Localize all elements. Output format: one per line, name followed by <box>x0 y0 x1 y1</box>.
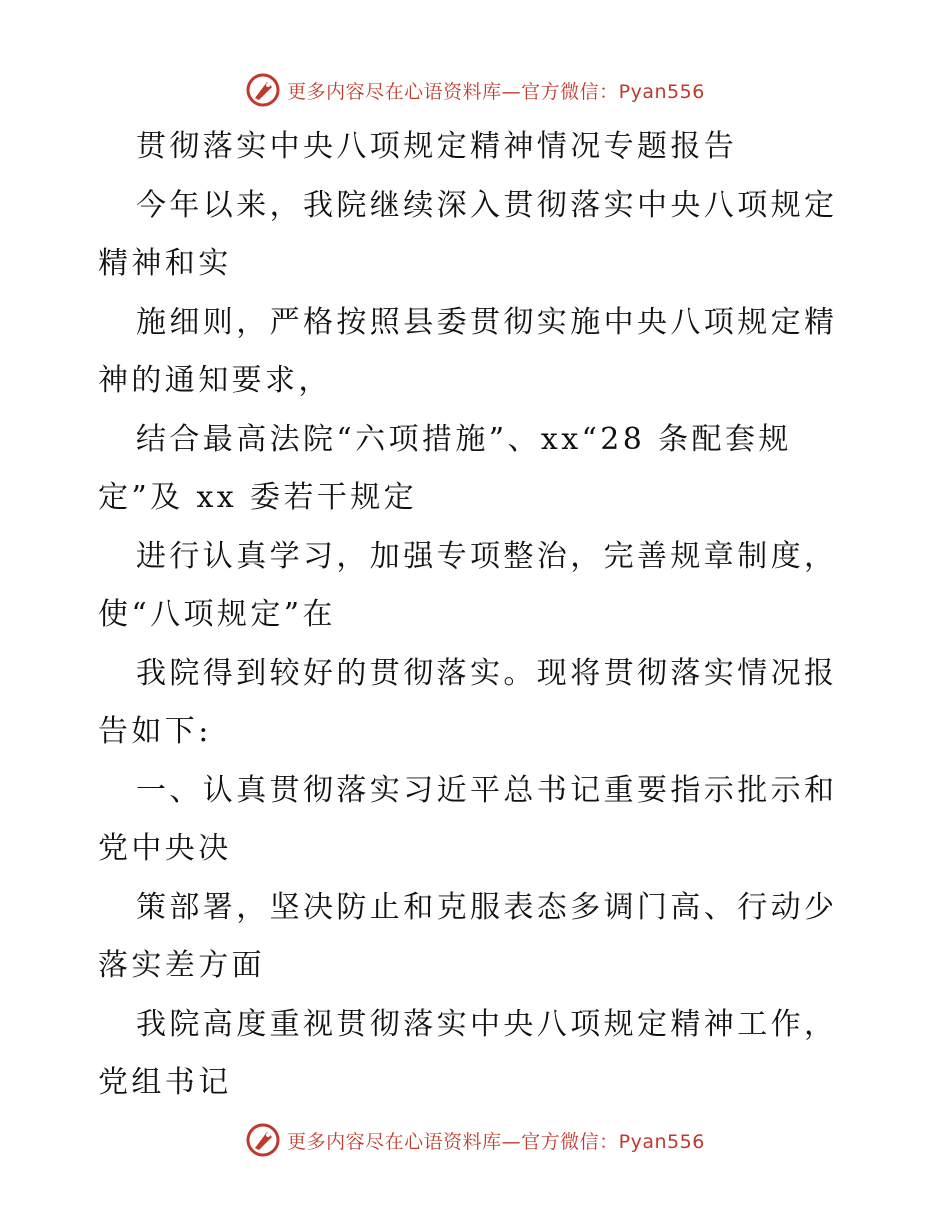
watermark-text: 更多内容尽在心语资料库—官方微信：Pyan556 <box>287 1130 705 1153</box>
paragraph-line: 我院高度重视贯彻落实中央八项规定精神工作， <box>136 1006 838 1042</box>
paragraph-line: 精神和实 <box>98 246 232 281</box>
paragraph-line: 我院得到较好的贯彻落实。现将贯彻落实情况报 <box>136 655 838 691</box>
paragraph-line: 结合最高法院“六项措施”、xx“28 条配套规 <box>136 421 792 457</box>
paragraph-line: 告如下: <box>98 714 212 749</box>
document-title: 贯彻落实中央八项规定精神情况专题报告 <box>136 129 738 164</box>
section-heading-line: 党中央决 <box>98 831 232 866</box>
paragraph-line: 神的通知要求， <box>98 363 332 398</box>
section-heading-line: 一、认真贯彻落实习近平总书记重要指示批示和 <box>136 772 838 808</box>
pen-nib-logo-icon <box>245 1122 281 1158</box>
pen-nib-logo-icon <box>245 72 281 108</box>
document-body <box>98 118 858 1113</box>
paragraph-line: 今年以来，我院继续深入贯彻落实中央八项规定 <box>136 187 838 223</box>
watermark-text: 更多内容尽在心语资料库—官方微信：Pyan556 <box>287 80 705 103</box>
paragraph-line: 进行认真学习，加强专项整治，完善规章制度， <box>136 538 838 574</box>
header-watermark-banner <box>0 70 950 110</box>
paragraph-line: 党组书记 <box>98 1065 232 1100</box>
paragraph-line: 施细则，严格按照县委贯彻实施中央八项规定精 <box>136 304 838 340</box>
paragraph-line: 落实差方面 <box>98 948 265 983</box>
footer-watermark-banner <box>0 1120 950 1160</box>
paragraph-line: 使“八项规定”在 <box>98 597 336 632</box>
paragraph-line: 策部署，坚决防止和克服表态多调门高、行动少 <box>136 889 838 925</box>
paragraph-line: 定”及 xx 委若干规定 <box>98 480 418 515</box>
